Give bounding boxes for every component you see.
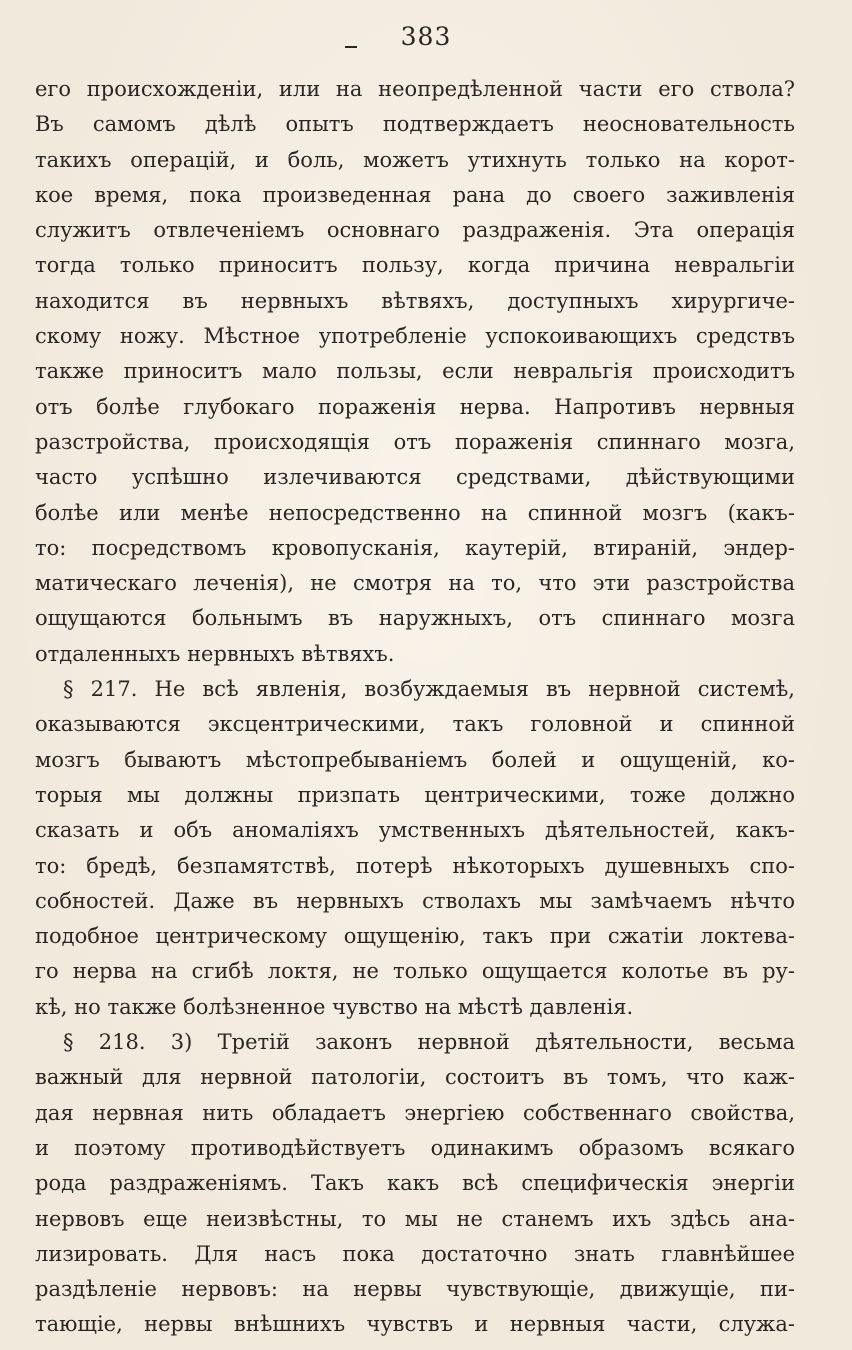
text-line: кѣ, но также болѣзненное чувство на мѣстѣ давленія. [35,994,634,1019]
text-line: отъ болѣе глубокаго пораженія нерва. Напротивъ нервныя [35,394,795,419]
text-line: нервовъ еще неизвѣстны, то мы не станемъ ихъ здѣсь ана- [35,1206,795,1231]
text-line: матическаго леченія), не смотря на то, что эти разстройства [35,571,795,596]
text-line: мозгъ бываютъ мѣстопребываніемъ болей и ощущеній, ко- [35,747,795,772]
text-line: подобное центрическому ощущенію, такъ при сжатіи локтева- [35,924,795,949]
text-line: скому ножу. Мѣстное употребленіе успокоивающихъ средствъ [35,324,795,349]
text-line: то: посредствомъ кровопусканія, каутерій, втираній, эндер- [35,535,795,560]
text-line: отдаленныхъ нервныхъ вѣтвяхъ. [35,641,395,666]
text-line: дая нервная нить обладаетъ энергіею собственнаго свойства, [35,1100,795,1125]
text-line: сказать и объ аномаліяхъ умственныхъ дѣятельностей, какъ- [35,818,795,843]
text-line: лизировать. Для насъ пока достаточно знать главнѣйшее [35,1241,795,1266]
text-line: разстройства, происходящія отъ пораженія спиннаго мозга, [35,429,795,454]
text-line: кое время, пока произведенная рана до своего заживленія [35,182,795,207]
text-line: его происхожденіи, или на неопредѣленной части его ствола? [35,77,795,101]
text-line: собностей. Даже въ нервныхъ стволахъ мы замѣчаемъ нѣчто [35,888,795,913]
text-line: тогда только приноситъ пользу, когда причина невральгіи [35,253,795,278]
page-body-text [35,72,795,1343]
text-line: раздѣленіе нервовъ: на нервы чувствующіе, движущіе, пи- [35,1277,795,1302]
text-line: такихъ операцій, и боль, можетъ утихнуть только на корот- [35,147,795,172]
text-line: го нерва на сгибѣ локтя, не только ощущается колотье въ ру- [35,959,795,984]
text-line: § 217. Не всѣ явленія, возбуждаемыя въ нервной системѣ, [63,677,795,702]
header-dash [345,46,357,48]
text-line: то: бредѣ, безпамятствѣ, потерѣ нѣкоторыхъ душевныхъ спо- [35,853,795,878]
text-line: находится въ нервныхъ вѣтвяхъ, доступныхъ хирургиче- [35,288,795,313]
text-line: также приноситъ мало пользы, если невральгія происходитъ [35,359,795,384]
text-line: оказываются эксцентрическими, такъ головной и спинной [35,712,795,737]
text-line: часто успѣшно излечиваются средствами, дѣйствующими [35,465,795,490]
text-line: ощущаются больнымъ въ наружныхъ, отъ спиннаго мозга [35,606,795,631]
text-line: тающіе, нервы внѣшнихъ чувствъ и нервныя части, служа- [35,1312,795,1337]
text-line: торыя мы должны призпать центрическими, тоже должно [35,782,795,807]
page-number: 383 [400,22,452,51]
text-line: болѣе или менѣе непосредственно на спинной мозгъ (какъ- [35,500,795,525]
text-line: § 218. 3) Третій законъ нервной дѣятельности, весьма [63,1030,795,1055]
text-line: важный для нервной патологіи, состоитъ въ томъ, что каж- [35,1065,795,1090]
text-line: Въ самомъ дѣлѣ опытъ подтверждаетъ неосновательность [35,112,795,137]
text-line: и поэтому противодѣйствуетъ одинакимъ образомъ всякаго [35,1135,795,1160]
text-line: служитъ отвлеченіемъ основнаго раздраженія. Эта операція [35,218,795,243]
text-line: рода раздраженіямъ. Такъ какъ всѣ специфическія энергіи [35,1171,795,1196]
